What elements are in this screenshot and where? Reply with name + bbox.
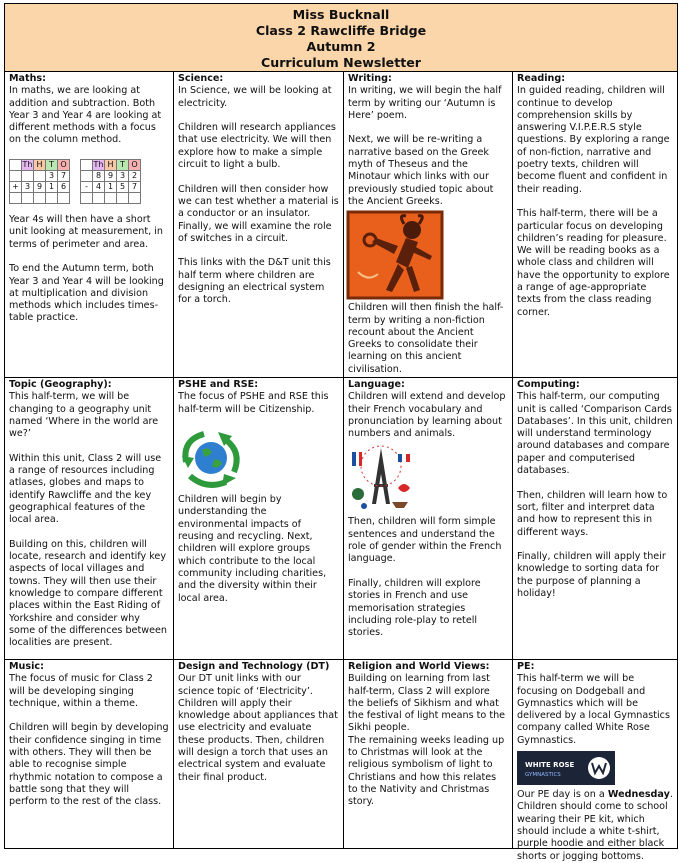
grid-operator: -: [81, 182, 93, 193]
science-text-2: Children will research appliances that use electricity. We will then explore how to make a simple circuit to light a bulb.: [178, 122, 336, 171]
maths-title: Maths:: [9, 73, 46, 84]
computing-text-3: Finally, children will apply their knowledge to sorting data for the purpose of planning a holiday!: [517, 551, 666, 600]
maths-text-2: Year 4s will then have a short unit looking at measurement, in terms of perimeter and area.: [9, 214, 163, 250]
grid-header: H: [105, 160, 117, 171]
reading-title: Reading:: [517, 73, 566, 84]
logo-subtext: GYMNASTICS: [525, 772, 561, 779]
grid-digit: 6: [58, 182, 70, 193]
music-cell: [5, 660, 174, 848]
science-text-4: This links with the D&T unit this half term where children are designing an electrical system for a torch.: [178, 257, 331, 306]
religion-cell: [344, 660, 513, 848]
writing-title: Writing:: [348, 73, 392, 84]
pe-title: PE:: [517, 661, 535, 672]
topic-title: Topic (Geography):: [9, 379, 112, 390]
grid-digit: 9: [34, 182, 46, 193]
addition-grid: [9, 159, 70, 204]
writing-cell: [344, 72, 513, 378]
pshe-title: PSHE and RSE:: [178, 379, 259, 390]
topic-text-2: Within this unit, Class 2 will use a range of resources including atlases, globes and maps to identify Rawcliffe and the key geographical features of the local area.: [9, 452, 162, 526]
language-text-1: Children will extend and develop their French vocabulary and pronunciation by learning about numbers and animals.: [348, 391, 506, 440]
pshe-cell: [174, 378, 344, 660]
pshe-text-2: Children will begin by understanding the environmental impacts of reusing and recycling. Next, children will explore groups which contribute to the local community including charities, and the diversity within their local area.: [178, 494, 327, 604]
france-collage-illustration: [348, 444, 414, 512]
grid-digit: 7: [129, 182, 141, 193]
subtraction-grid: [80, 159, 141, 204]
column-method-examples: [9, 159, 169, 204]
grid-digit: 3: [22, 182, 34, 193]
science-title: Science:: [178, 73, 224, 84]
grid-operator: +: [10, 182, 22, 193]
grid-digit: 3: [46, 171, 58, 182]
white-rose-gymnastics-logo: [517, 751, 615, 785]
language-text-3: Finally, children will explore stories in French and use memorisation strategies including role-play to retell stories.: [348, 577, 481, 639]
grid-digit: 7: [58, 171, 70, 182]
dt-text-1: Our DT unit links with our science topic of ‘Electricity’. Children will apply their knowledge about appliances that use electricity and evaluate these products. Then, children will design a torch that uses an electrical system and evaluate their final product.: [178, 673, 338, 783]
computing-text-2: Then, children will learn how to sort, filter and interpret data and how to represent this in different ways.: [517, 489, 668, 538]
grid-header: O: [58, 160, 70, 171]
maths-cell: [5, 72, 174, 378]
language-title: Language:: [348, 379, 405, 390]
grid-header: T: [117, 160, 129, 171]
subject-grid: [5, 72, 677, 862]
newsletter-page: [4, 3, 678, 862]
maths-text-3: To end the Autumn term, both Year 3 and Year 4 will be looking at multiplication and division methods which includes times-table practice.: [9, 263, 164, 324]
dt-title: Design and Technology (DT): [178, 661, 330, 672]
music-text-2: Children will begin by developing their confidence singing in time with others. They will then be able to recognise simple rhythmic notation to compose a battle song that they will perform to the rest of the class.: [9, 722, 169, 808]
newsletter-header: [5, 4, 677, 72]
computing-cell: [513, 378, 677, 660]
science-cell: [174, 72, 344, 378]
grid-digit: 1: [46, 182, 58, 193]
computing-title: Computing:: [517, 379, 580, 390]
logo-text: WHITE ROSE: [525, 761, 575, 770]
grid-digit: 4: [93, 182, 105, 193]
grid-digit: 3: [117, 171, 129, 182]
language-cell: [344, 378, 513, 660]
reading-text-1: In guided reading, children will continue to develop comprehension skills by answering V.I.P.E.R.S style questions. By exploring a range of non-fiction, narrative and poetry texts, children will become fluent and confident in their reading.: [517, 85, 670, 195]
grid-header: O: [129, 160, 141, 171]
grid-digit: 2: [129, 171, 141, 182]
grid-digit: 5: [117, 182, 129, 193]
science-text-3: Children will then consider how we can test whether a material is a conductor or an insulator. Finally, we will examine the role of switches in a circuit.: [178, 183, 339, 244]
grid-digit: 1: [105, 182, 117, 193]
topic-text-1: This half-term, we will be changing to a geography unit named ‘Where in the world are we?’: [9, 391, 159, 440]
class-name: Class 2 Rawcliffe Bridge: [255, 23, 427, 38]
teacher-name: Miss Bucknall: [292, 7, 390, 22]
grid-header: Th: [93, 160, 104, 170]
maths-text-1: In maths, we are looking at addition and subtraction. Both Year 3 and Year 4 are looking at different methods with a focus on the column method.: [9, 85, 162, 146]
reading-text-2: This half-term, there will be a particular focus on developing children’s reading for pleasure. We will be reading books as a whole class and children will have the opportunity to explore a range of age-appropriate texts from the class reading corner.: [517, 208, 670, 318]
writing-text-2: Next, we will be re-writing a narrative based on the Greek myth of Theseus and the Minotaur which links with our previously studied topic about the Ancient Greeks.: [348, 134, 494, 207]
science-text-1: In Science, we will be looking at electricity.: [178, 85, 332, 109]
grid-digit: [22, 171, 34, 182]
music-text-1: The focus of music for Class 2 will be developing singing technique, within a theme.: [9, 673, 153, 709]
pe-day: Wednesday: [607, 789, 670, 801]
grid-digit: 8: [93, 171, 105, 182]
newsletter-title: Curriculum Newsletter: [260, 55, 422, 70]
computing-text-1: This half-term, our computing unit is called ‘Comparison Cards Databases’. In this unit, children will understand terminology around databases and compare paper and computerised databases.: [517, 391, 673, 477]
religion-title: Religion and World Views:: [348, 661, 490, 672]
pshe-text-1: The focus of PSHE and RSE this half-term will be Citizenship.: [178, 391, 329, 415]
grid-header: Th: [22, 160, 33, 170]
writing-text-3: Children will then finish the half-term by writing a non-fiction recount about the Ancient Greeks to consolidate their learning on this ancient civilisation.: [348, 302, 504, 375]
term-name: Autumn 2: [306, 39, 376, 54]
grid-header: T: [46, 160, 58, 171]
religion-text-2: The remaining weeks leading up to Christmas will look at the religious symbolism of light to Christians and how this relates to the Nativity and Christmas story.: [348, 734, 505, 808]
religion-text-1: Building on learning from last half-term, Class 2 will explore the beliefs of Sikhism and what the festival of light means to the Sikhi people.: [348, 673, 506, 734]
recycling-globe-icon: [178, 428, 244, 490]
grid-digit: [34, 171, 46, 182]
pe-text-1: This half-term we will be focusing on Dodgeball and Gymnastics which will be delivered by a local Gymnastics company called White Rose Gymnastics.: [517, 673, 670, 746]
minotaur-illustration: [348, 212, 442, 298]
topic-cell: [5, 378, 174, 660]
grid-digit: 9: [105, 171, 117, 182]
reading-cell: [513, 72, 677, 378]
pe-text-2: Our PE day is on a Wednesday. Children should come to school wearing their PE kit, which should include a white t-shirt, purple hoodie and either black shorts or jogging bottoms.: [517, 789, 673, 862]
writing-text-1: In writing, we will begin the half term by writing our ‘Autumn is Here’ poem.: [348, 85, 502, 121]
pe-cell: [513, 660, 677, 862]
music-title: Music:: [9, 661, 44, 672]
language-text-2: Then, children will form simple sentences and understand the role of gender within the French language.: [348, 516, 502, 565]
dt-cell: [174, 660, 344, 848]
grid-header: H: [34, 160, 46, 171]
topic-text-3: Building on this, children will locate, research and identify key aspects of local villages and towns. They will then use their knowledge to compare different places within the East Riding of Yorkshire and consider why some of the differences between localities are present.: [9, 538, 167, 649]
